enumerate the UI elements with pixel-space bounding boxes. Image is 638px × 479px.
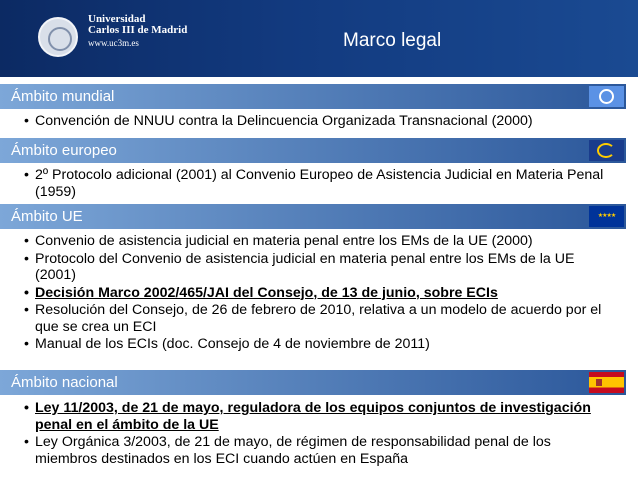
logo-line-2: Carlos III de Madrid: [88, 24, 188, 36]
un-flag-icon: [589, 86, 624, 107]
section-bar-ue: [0, 204, 626, 229]
list-item: • Convenio de asistencia judicial en materia penal entre los EMs de la UE (2000): [24, 233, 614, 250]
section-list-nacional: [24, 400, 614, 468]
section-bar-mundial: [0, 84, 626, 109]
header-banner: [0, 0, 638, 77]
section-label: Ámbito UE: [11, 208, 83, 225]
section-label: Ámbito mundial: [11, 88, 115, 105]
list-item: • Convención de NNUU contra la Delincuencia Organizada Transnacional (2000): [24, 113, 614, 130]
university-logo-text: [88, 14, 187, 49]
list-item-highlighted: • Ley 11/2003, de 21 de mayo, reguladora de los equipos conjuntos de investigación penal en el ámbito de la UE: [24, 400, 614, 433]
list-item: • Protocolo del Convenio de asistencia judicial en materia penal entre los EMs de la UE (2001): [24, 251, 614, 284]
list-item: • Ley Orgánica 3/2003, de 21 de mayo, de régimen de responsabilidad penal de los miembros destinados en los ECI cuando actúen en España: [24, 434, 614, 467]
logo-url: www.uc3m.es: [88, 38, 139, 48]
list-item-highlighted: • Decisión Marco 2002/465/JAI del Consejo, de 13 de junio, sobre ECIs: [24, 285, 614, 302]
list-item: • Resolución del Consejo, de 26 de febrero de 2010, relativa a un modelo de acuerdo por el que se crea un ECI: [24, 302, 614, 335]
list-item: • 2º Protocolo adicional (2001) al Convenio Europeo de Asistencia Judicial en Materia Penal (1959): [24, 167, 614, 200]
section-list-mundial: [24, 113, 614, 131]
section-label: Ámbito europeo: [11, 142, 117, 159]
section-bar-nacional: [0, 370, 626, 395]
section-bar-europeo: [0, 138, 626, 163]
university-seal-icon: [38, 17, 78, 57]
list-item: • Manual de los ECIs (doc. Consejo de 4 de noviembre de 2011): [24, 336, 614, 353]
section-list-europeo: [24, 167, 614, 201]
council-of-europe-flag-icon: [589, 140, 624, 161]
logo-line-1: Universidad: [88, 13, 146, 25]
eu-flag-icon: ★★★★: [589, 206, 624, 227]
slide-title: Marco legal: [343, 30, 442, 51]
section-list-ue: [24, 233, 614, 354]
spain-flag-icon: [589, 372, 624, 393]
section-label: Ámbito nacional: [11, 374, 118, 391]
